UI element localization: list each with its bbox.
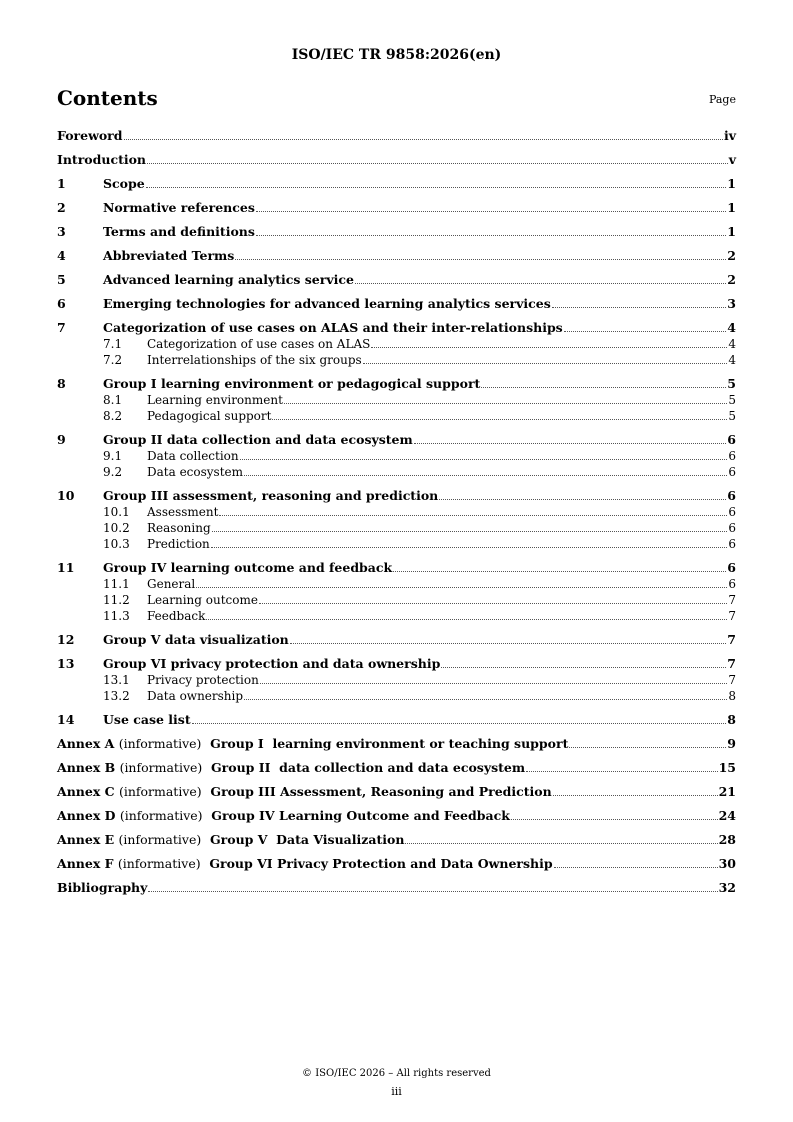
toc-subclause-number: 10.1 bbox=[103, 505, 130, 519]
toc-entry-label: Reasoning bbox=[147, 521, 211, 535]
toc-entry-annex-e[interactable] bbox=[57, 832, 736, 848]
toc-entry-label: Data collection bbox=[147, 449, 239, 463]
toc-entry-clause-5[interactable] bbox=[57, 272, 736, 288]
toc-entry-subclause-10.1[interactable] bbox=[57, 504, 736, 520]
dot-leader bbox=[552, 307, 727, 308]
dot-leader bbox=[206, 619, 727, 620]
toc-entry-bibliography[interactable] bbox=[57, 880, 736, 896]
dot-leader bbox=[244, 475, 727, 476]
dot-leader bbox=[256, 235, 726, 236]
dot-leader bbox=[371, 347, 727, 348]
dot-leader bbox=[393, 571, 726, 572]
toc-subclause-number: 10.3 bbox=[103, 537, 130, 551]
toc-page-number: 3 bbox=[727, 296, 736, 311]
dot-leader bbox=[553, 795, 718, 796]
toc-clause-number: 10 bbox=[57, 488, 75, 503]
dot-leader bbox=[192, 723, 727, 724]
toc-entry-subclause-9.1[interactable] bbox=[57, 448, 736, 464]
toc-clause-number: 9 bbox=[57, 432, 66, 447]
dot-leader bbox=[124, 139, 723, 140]
toc-subclause-number: 9.1 bbox=[103, 449, 123, 463]
toc-page-number: 9 bbox=[727, 736, 736, 751]
dot-leader bbox=[439, 499, 726, 500]
toc-clause-number: 12 bbox=[57, 632, 75, 647]
toc-entry-label: Group I learning environment or pedagogical support bbox=[103, 376, 481, 391]
toc-page-number: 5 bbox=[728, 409, 736, 423]
toc-page-number: 1 bbox=[727, 224, 736, 239]
toc-entry-label: Terms and definitions bbox=[103, 224, 255, 239]
toc-entry-label: Data ownership bbox=[147, 689, 244, 703]
toc-entry-label: Feedback bbox=[147, 609, 206, 623]
toc-page-number: 7 bbox=[728, 593, 736, 607]
toc-entry-clause-4[interactable] bbox=[57, 248, 736, 264]
dot-leader bbox=[244, 699, 727, 700]
toc-page-number: 24 bbox=[718, 808, 736, 823]
toc-entry-label: Advanced learning analytics service bbox=[103, 272, 354, 287]
dot-leader bbox=[147, 163, 728, 164]
annex-type: (informative) bbox=[119, 808, 203, 823]
toc-entry-subclause-11.3[interactable] bbox=[57, 608, 736, 624]
toc-page-number: 28 bbox=[718, 832, 736, 847]
toc-page-number: 21 bbox=[718, 784, 736, 799]
dot-leader bbox=[212, 531, 728, 532]
toc-entry-subclause-11.2[interactable] bbox=[57, 592, 736, 608]
dot-leader bbox=[554, 867, 718, 868]
dot-leader bbox=[260, 683, 728, 684]
toc-page-number: 7 bbox=[727, 656, 736, 671]
table-of-contents bbox=[57, 128, 736, 896]
toc-annex-label bbox=[57, 784, 552, 800]
toc-entry-foreword[interactable] bbox=[57, 128, 736, 144]
toc-entry-label: Group III assessment, reasoning and prediction bbox=[103, 488, 439, 503]
toc-subclause-number: 11.2 bbox=[103, 593, 130, 607]
toc-entry-clause-14[interactable] bbox=[57, 712, 736, 728]
dot-leader bbox=[211, 547, 728, 548]
toc-subclause-number: 10.2 bbox=[103, 521, 130, 535]
toc-entry-introduction[interactable] bbox=[57, 152, 736, 168]
toc-page-number: 6 bbox=[728, 465, 736, 479]
annex-title: Group VI Privacy Protection and Data Ownership bbox=[209, 856, 553, 871]
dot-leader bbox=[405, 843, 717, 844]
toc-entry-label: Learning outcome bbox=[147, 593, 258, 607]
toc-entry-label: Bibliography bbox=[57, 880, 148, 895]
dot-leader bbox=[363, 363, 728, 364]
toc-entry-subclause-13.2[interactable] bbox=[57, 688, 736, 704]
toc-page-number: 8 bbox=[728, 689, 736, 703]
toc-entry-label: Categorization of use cases on ALAS and their inter-relationships bbox=[103, 320, 563, 335]
toc-subclause-number: 13.2 bbox=[103, 689, 130, 703]
toc-clause-number: 11 bbox=[57, 560, 75, 575]
dot-leader bbox=[146, 187, 727, 188]
toc-page-number: 7 bbox=[727, 632, 736, 647]
toc-entry-annex-d[interactable] bbox=[57, 808, 736, 824]
dot-leader bbox=[526, 771, 718, 772]
dot-leader bbox=[272, 419, 727, 420]
annex-type: (informative) bbox=[119, 760, 203, 775]
toc-annex-label bbox=[57, 760, 525, 776]
toc-clause-number: 4 bbox=[57, 248, 66, 263]
annex-title: Group V Data Visualization bbox=[209, 832, 405, 847]
toc-entry-subclause-7.1[interactable] bbox=[57, 336, 736, 352]
dot-leader bbox=[256, 211, 726, 212]
toc-page-number: 7 bbox=[728, 673, 736, 687]
toc-entry-label: Scope bbox=[103, 176, 145, 191]
toc-subclause-number: 9.2 bbox=[103, 465, 123, 479]
dot-leader bbox=[240, 459, 728, 460]
toc-entry-subclause-9.2[interactable] bbox=[57, 464, 736, 480]
toc-entry-clause-12[interactable] bbox=[57, 632, 736, 648]
toc-entry-subclause-10.2[interactable] bbox=[57, 520, 736, 536]
toc-entry-label: Learning environment bbox=[147, 393, 283, 407]
toc-entry-label: Pedagogical support bbox=[147, 409, 272, 423]
annex-type: (informative) bbox=[117, 856, 201, 871]
toc-page-number: iv bbox=[723, 128, 736, 143]
toc-entry-subclause-13.1[interactable] bbox=[57, 672, 736, 688]
toc-entry-label: Categorization of use cases on ALAS bbox=[147, 337, 371, 351]
annex-title: Group I learning environment or teaching support bbox=[210, 736, 569, 751]
dot-leader bbox=[481, 387, 726, 388]
toc-entry-label: Group V data visualization bbox=[103, 632, 289, 647]
toc-clause-number: 7 bbox=[57, 320, 66, 335]
toc-clause-number: 13 bbox=[57, 656, 75, 671]
toc-entry-annex-a[interactable] bbox=[57, 736, 736, 752]
toc-entry-label: Group II data collection and data ecosystem bbox=[103, 432, 413, 447]
toc-page-number: 2 bbox=[727, 248, 736, 263]
toc-entry-label: Emerging technologies for advanced learning analytics services bbox=[103, 296, 551, 311]
toc-clause-number: 6 bbox=[57, 296, 66, 311]
toc-page-number: 5 bbox=[728, 393, 736, 407]
annex-letter: Annex A bbox=[57, 736, 115, 751]
annex-title: Group III Assessment, Reasoning and Prediction bbox=[210, 784, 552, 799]
toc-entry-clause-10[interactable] bbox=[57, 488, 736, 504]
toc-entry-annex-f[interactable] bbox=[57, 856, 736, 872]
toc-entry-label: Use case list bbox=[103, 712, 191, 727]
dot-leader bbox=[259, 603, 727, 604]
toc-page-number: 30 bbox=[718, 856, 736, 871]
toc-subclause-number: 13.1 bbox=[103, 673, 130, 687]
toc-clause-number: 8 bbox=[57, 376, 66, 391]
toc-subclause-number: 11.1 bbox=[103, 577, 130, 591]
toc-page-number: 1 bbox=[727, 176, 736, 191]
toc-annex-label bbox=[57, 808, 510, 824]
dot-leader bbox=[414, 443, 727, 444]
toc-entry-clause-9[interactable] bbox=[57, 432, 736, 448]
toc-entry-annex-c[interactable] bbox=[57, 784, 736, 800]
toc-annex-label bbox=[57, 856, 553, 872]
toc-page-number: 6 bbox=[727, 488, 736, 503]
toc-page-number: 6 bbox=[728, 449, 736, 463]
dot-leader bbox=[290, 643, 727, 644]
toc-page-number: 1 bbox=[727, 200, 736, 215]
toc-entry-label: Data ecosystem bbox=[147, 465, 244, 479]
annex-type: (informative) bbox=[118, 832, 202, 847]
toc-entry-label: Privacy protection bbox=[147, 673, 259, 687]
dot-leader bbox=[219, 515, 727, 516]
document-identifier: ISO/IEC TR 9858:2026(en) bbox=[291, 47, 502, 63]
annex-letter: Annex D bbox=[57, 808, 116, 823]
annex-title: Group IV Learning Outcome and Feedback bbox=[211, 808, 510, 823]
toc-entry-subclause-8.1[interactable] bbox=[57, 392, 736, 408]
toc-page-number: 6 bbox=[728, 577, 736, 591]
toc-subclause-number: 7.1 bbox=[103, 337, 123, 351]
toc-entry-label: Abbreviated Terms bbox=[103, 248, 235, 263]
toc-entry-subclause-7.2[interactable] bbox=[57, 352, 736, 368]
toc-entry-clause-1[interactable] bbox=[57, 176, 736, 192]
annex-letter: Annex F bbox=[57, 856, 114, 871]
toc-entry-clause-8[interactable] bbox=[57, 376, 736, 392]
toc-page-number: 6 bbox=[727, 560, 736, 575]
contents-title: Contents bbox=[57, 86, 158, 110]
toc-entry-label: Introduction bbox=[57, 152, 147, 167]
toc-entry-subclause-11.1[interactable] bbox=[57, 576, 736, 592]
toc-entry-clause-3[interactable] bbox=[57, 224, 736, 240]
dot-leader bbox=[441, 667, 726, 668]
dot-leader bbox=[569, 747, 726, 748]
toc-entry-label: Interrelationships of the six groups bbox=[147, 353, 362, 367]
toc-page-number: 6 bbox=[728, 521, 736, 535]
toc-page-number: 2 bbox=[727, 272, 736, 287]
dot-leader bbox=[196, 587, 727, 588]
toc-page-number: 4 bbox=[728, 353, 736, 367]
annex-letter: Annex E bbox=[57, 832, 115, 847]
toc-entry-label: Prediction bbox=[147, 537, 210, 551]
copyright-notice: © ISO/IEC 2026 – All rights reserved bbox=[302, 1068, 491, 1079]
toc-entry-clause-2[interactable] bbox=[57, 200, 736, 216]
toc-page-number: 4 bbox=[727, 320, 736, 335]
toc-page-number: 4 bbox=[728, 337, 736, 351]
toc-entry-clause-13[interactable] bbox=[57, 656, 736, 672]
toc-entry-subclause-10.3[interactable] bbox=[57, 536, 736, 552]
toc-subclause-number: 8.1 bbox=[103, 393, 123, 407]
page-column-label: Page bbox=[708, 93, 736, 106]
toc-clause-number: 5 bbox=[57, 272, 66, 287]
toc-annex-label bbox=[57, 736, 568, 752]
dot-leader bbox=[284, 403, 727, 404]
toc-clause-number: 3 bbox=[57, 224, 66, 239]
toc-page-number: 7 bbox=[728, 609, 736, 623]
toc-page-number: v bbox=[728, 152, 736, 167]
toc-page-number: 15 bbox=[718, 760, 736, 775]
annex-letter: Annex C bbox=[57, 784, 115, 799]
dot-leader bbox=[235, 259, 726, 260]
toc-page-number: 6 bbox=[728, 505, 736, 519]
toc-clause-number: 2 bbox=[57, 200, 66, 215]
annex-title: Group II data collection and data ecosystem bbox=[211, 760, 526, 775]
toc-entry-label: Foreword bbox=[57, 128, 123, 143]
toc-page-number: 32 bbox=[718, 880, 736, 895]
annex-type: (informative) bbox=[118, 736, 202, 751]
toc-entry-label: Assessment bbox=[147, 505, 219, 519]
toc-entry-clause-11[interactable] bbox=[57, 560, 736, 576]
dot-leader bbox=[511, 819, 718, 820]
toc-page-number: 6 bbox=[728, 537, 736, 551]
toc-entry-label: Normative references bbox=[103, 200, 255, 215]
page-number: iii bbox=[391, 1085, 402, 1098]
dot-leader bbox=[355, 283, 726, 284]
toc-subclause-number: 7.2 bbox=[103, 353, 123, 367]
dot-leader bbox=[564, 331, 727, 332]
toc-entry-annex-b[interactable] bbox=[57, 760, 736, 776]
toc-entry-label: Group IV learning outcome and feedback bbox=[103, 560, 393, 575]
toc-subclause-number: 11.3 bbox=[103, 609, 130, 623]
toc-annex-label bbox=[57, 832, 404, 848]
toc-clause-number: 14 bbox=[57, 712, 75, 727]
toc-clause-number: 1 bbox=[57, 176, 66, 191]
toc-entry-label: General bbox=[147, 577, 196, 591]
annex-letter: Annex B bbox=[57, 760, 116, 775]
toc-page-number: 8 bbox=[727, 712, 736, 727]
toc-entry-clause-7[interactable] bbox=[57, 320, 736, 336]
toc-entry-clause-6[interactable] bbox=[57, 296, 736, 312]
dot-leader bbox=[148, 891, 717, 892]
toc-subclause-number: 8.2 bbox=[103, 409, 123, 423]
toc-entry-subclause-8.2[interactable] bbox=[57, 408, 736, 424]
toc-page-number: 6 bbox=[727, 432, 736, 447]
toc-entry-label: Group VI privacy protection and data ownership bbox=[103, 656, 441, 671]
annex-type: (informative) bbox=[118, 784, 202, 799]
toc-page-number: 5 bbox=[727, 376, 736, 391]
